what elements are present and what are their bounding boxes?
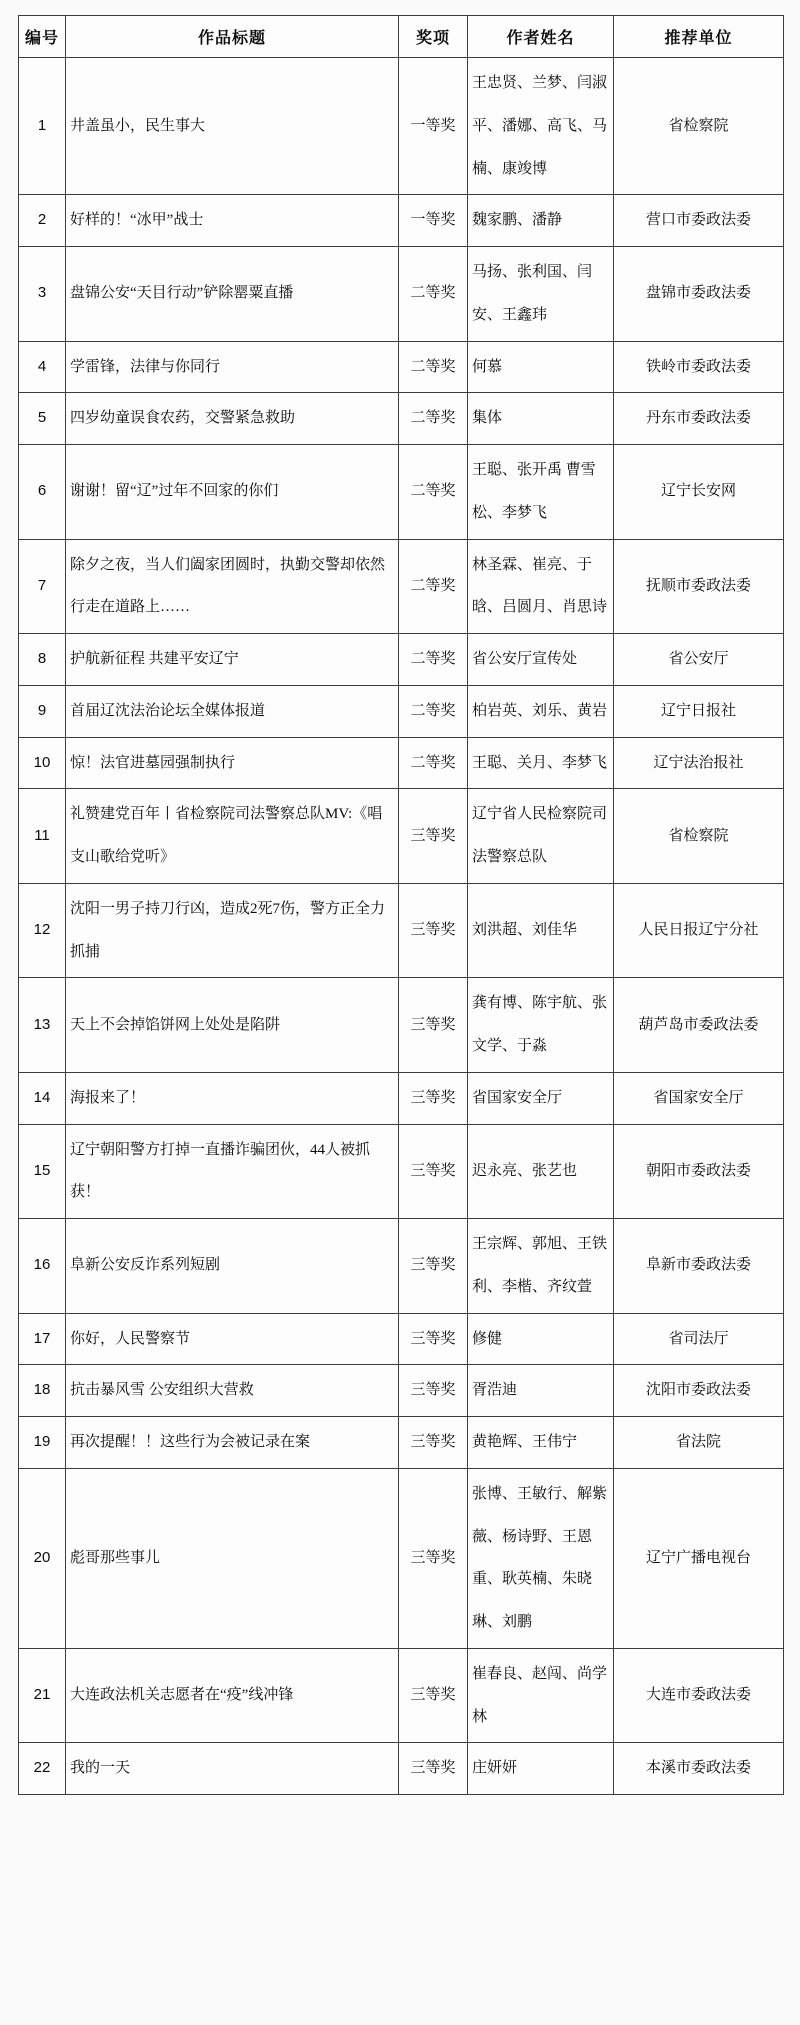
table-row — [19, 1219, 784, 1314]
cell-award: 三等奖 — [399, 789, 468, 884]
cell-authors: 胥浩迪 — [468, 1365, 614, 1417]
cell-award: 三等奖 — [399, 1072, 468, 1124]
cell-award: 三等奖 — [399, 1124, 468, 1219]
cell-number: 15 — [19, 1124, 66, 1219]
cell-number: 4 — [19, 341, 66, 393]
cell-authors: 刘洪超、刘佳华 — [468, 883, 614, 978]
cell-title: 除夕之夜，当人们阖家团圆时，执勤交警却依然行走在道路上…… — [66, 539, 399, 634]
cell-authors: 修健 — [468, 1313, 614, 1365]
cell-authors: 王宗辉、郭旭、王铁利、李楷、齐纹萱 — [468, 1219, 614, 1314]
table-row — [19, 634, 784, 686]
cell-unit: 辽宁法治报社 — [614, 737, 784, 789]
table-row — [19, 195, 784, 247]
cell-title: 海报来了！ — [66, 1072, 399, 1124]
cell-title: 你好，人民警察节 — [66, 1313, 399, 1365]
header-row — [19, 16, 784, 58]
cell-unit: 辽宁日报社 — [614, 685, 784, 737]
header-number: 编号 — [19, 16, 66, 58]
cell-title: 好样的！“冰甲”战士 — [66, 195, 399, 247]
table-row — [19, 1365, 784, 1417]
cell-title: 天上不会掉馅饼网上处处是陷阱 — [66, 978, 399, 1073]
table-row — [19, 341, 784, 393]
cell-authors: 辽宁省人民检察院司法警察总队 — [468, 789, 614, 884]
cell-number: 21 — [19, 1648, 66, 1743]
header-award: 奖项 — [399, 16, 468, 58]
cell-award: 二等奖 — [399, 539, 468, 634]
cell-authors: 王聪、张开禹 曹雪松、李梦飞 — [468, 445, 614, 540]
cell-number: 14 — [19, 1072, 66, 1124]
table-row — [19, 247, 784, 342]
cell-award: 三等奖 — [399, 1417, 468, 1469]
cell-award: 二等奖 — [399, 445, 468, 540]
cell-title: 谢谢！留“辽”过年不回家的你们 — [66, 445, 399, 540]
cell-award: 三等奖 — [399, 1468, 468, 1648]
cell-authors: 集体 — [468, 393, 614, 445]
cell-award: 三等奖 — [399, 978, 468, 1073]
cell-authors: 林圣霖、崔亮、于晗、吕圆月、肖思诗 — [468, 539, 614, 634]
cell-unit: 抚顺市委政法委 — [614, 539, 784, 634]
cell-number: 18 — [19, 1365, 66, 1417]
table-row — [19, 1417, 784, 1469]
cell-title: 护航新征程 共建平安辽宁 — [66, 634, 399, 686]
cell-number: 8 — [19, 634, 66, 686]
header-authors: 作者姓名 — [468, 16, 614, 58]
cell-unit: 营口市委政法委 — [614, 195, 784, 247]
cell-award: 三等奖 — [399, 1219, 468, 1314]
cell-award: 三等奖 — [399, 1365, 468, 1417]
cell-authors: 魏家鹏、潘静 — [468, 195, 614, 247]
cell-title: 沈阳一男子持刀行凶，造成2死7伤，警方正全力抓捕 — [66, 883, 399, 978]
cell-number: 7 — [19, 539, 66, 634]
cell-authors: 王忠贤、兰梦、闫淑平、潘娜、高飞、马楠、康竣博 — [468, 58, 614, 195]
cell-number: 13 — [19, 978, 66, 1073]
cell-award: 二等奖 — [399, 737, 468, 789]
cell-number: 11 — [19, 789, 66, 884]
cell-unit: 大连市委政法委 — [614, 1648, 784, 1743]
table-row — [19, 1313, 784, 1365]
cell-title: 辽宁朝阳警方打掉一直播诈骗团伙，44人被抓获！ — [66, 1124, 399, 1219]
table-row — [19, 1072, 784, 1124]
cell-number: 2 — [19, 195, 66, 247]
cell-unit: 人民日报辽宁分社 — [614, 883, 784, 978]
table-row — [19, 539, 784, 634]
cell-award: 三等奖 — [399, 883, 468, 978]
cell-number: 1 — [19, 58, 66, 195]
cell-award: 二等奖 — [399, 685, 468, 737]
awards-table — [18, 15, 784, 1795]
cell-authors: 柏岩英、刘乐、黄岩 — [468, 685, 614, 737]
table-row — [19, 789, 784, 884]
cell-number: 22 — [19, 1743, 66, 1795]
cell-number: 12 — [19, 883, 66, 978]
cell-unit: 省公安厅 — [614, 634, 784, 686]
cell-number: 19 — [19, 1417, 66, 1469]
cell-authors: 马扬、张利国、闫安、王鑫玮 — [468, 247, 614, 342]
table-row — [19, 445, 784, 540]
cell-authors: 省公安厅宣传处 — [468, 634, 614, 686]
cell-unit: 省法院 — [614, 1417, 784, 1469]
table-row — [19, 58, 784, 195]
table-row — [19, 393, 784, 445]
cell-number: 16 — [19, 1219, 66, 1314]
cell-title: 井盖虽小，民生事大 — [66, 58, 399, 195]
cell-title: 学雷锋，法律与你同行 — [66, 341, 399, 393]
cell-authors: 省国家安全厅 — [468, 1072, 614, 1124]
cell-award: 一等奖 — [399, 58, 468, 195]
cell-title: 礼赞建党百年丨省检察院司法警察总队MV:《唱支山歌给党听》 — [66, 789, 399, 884]
cell-unit: 丹东市委政法委 — [614, 393, 784, 445]
cell-authors: 张博、王敏行、解紫薇、杨诗野、王恩重、耿英楠、朱晓琳、刘鹏 — [468, 1468, 614, 1648]
cell-unit: 阜新市委政法委 — [614, 1219, 784, 1314]
cell-award: 二等奖 — [399, 341, 468, 393]
cell-unit: 铁岭市委政法委 — [614, 341, 784, 393]
cell-unit: 本溪市委政法委 — [614, 1743, 784, 1795]
table-row — [19, 737, 784, 789]
cell-number: 3 — [19, 247, 66, 342]
cell-award: 三等奖 — [399, 1648, 468, 1743]
cell-number: 5 — [19, 393, 66, 445]
cell-award: 二等奖 — [399, 247, 468, 342]
cell-title: 盘锦公安“天目行动”铲除罂粟直播 — [66, 247, 399, 342]
table-row — [19, 685, 784, 737]
cell-authors: 王聪、关月、李梦飞 — [468, 737, 614, 789]
cell-title: 阜新公安反诈系列短剧 — [66, 1219, 399, 1314]
cell-title: 四岁幼童误食农药，交警紧急救助 — [66, 393, 399, 445]
cell-unit: 葫芦岛市委政法委 — [614, 978, 784, 1073]
header-title: 作品标题 — [66, 16, 399, 58]
cell-award: 三等奖 — [399, 1313, 468, 1365]
cell-authors: 何慕 — [468, 341, 614, 393]
cell-award: 三等奖 — [399, 1743, 468, 1795]
cell-title: 大连政法机关志愿者在“疫”线冲锋 — [66, 1648, 399, 1743]
cell-title: 抗击暴风雪 公安组织大营救 — [66, 1365, 399, 1417]
cell-number: 10 — [19, 737, 66, 789]
cell-title: 再次提醒！！这些行为会被记录在案 — [66, 1417, 399, 1469]
cell-authors: 黄艳辉、王伟宁 — [468, 1417, 614, 1469]
table-row — [19, 1124, 784, 1219]
cell-title: 我的一天 — [66, 1743, 399, 1795]
cell-unit: 朝阳市委政法委 — [614, 1124, 784, 1219]
table-row — [19, 978, 784, 1073]
cell-unit: 省司法厅 — [614, 1313, 784, 1365]
cell-title: 惊！法官进墓园强制执行 — [66, 737, 399, 789]
cell-unit: 辽宁长安网 — [614, 445, 784, 540]
cell-unit: 沈阳市委政法委 — [614, 1365, 784, 1417]
cell-unit: 盘锦市委政法委 — [614, 247, 784, 342]
cell-unit: 辽宁广播电视台 — [614, 1468, 784, 1648]
cell-authors: 庄妍妍 — [468, 1743, 614, 1795]
cell-authors: 龚有博、陈宇航、张文学、于淼 — [468, 978, 614, 1073]
table-row — [19, 1648, 784, 1743]
cell-number: 17 — [19, 1313, 66, 1365]
table-row — [19, 1743, 784, 1795]
cell-award: 一等奖 — [399, 195, 468, 247]
table-row — [19, 1468, 784, 1648]
header-unit: 推荐单位 — [614, 16, 784, 58]
cell-number: 20 — [19, 1468, 66, 1648]
cell-title: 彪哥那些事儿 — [66, 1468, 399, 1648]
table-row — [19, 883, 784, 978]
cell-unit: 省检察院 — [614, 58, 784, 195]
cell-authors: 崔春良、赵闯、尚学林 — [468, 1648, 614, 1743]
cell-award: 二等奖 — [399, 634, 468, 686]
cell-number: 9 — [19, 685, 66, 737]
cell-title: 首届辽沈法治论坛全媒体报道 — [66, 685, 399, 737]
cell-number: 6 — [19, 445, 66, 540]
cell-unit: 省检察院 — [614, 789, 784, 884]
cell-award: 二等奖 — [399, 393, 468, 445]
cell-unit: 省国家安全厅 — [614, 1072, 784, 1124]
cell-authors: 迟永亮、张艺也 — [468, 1124, 614, 1219]
